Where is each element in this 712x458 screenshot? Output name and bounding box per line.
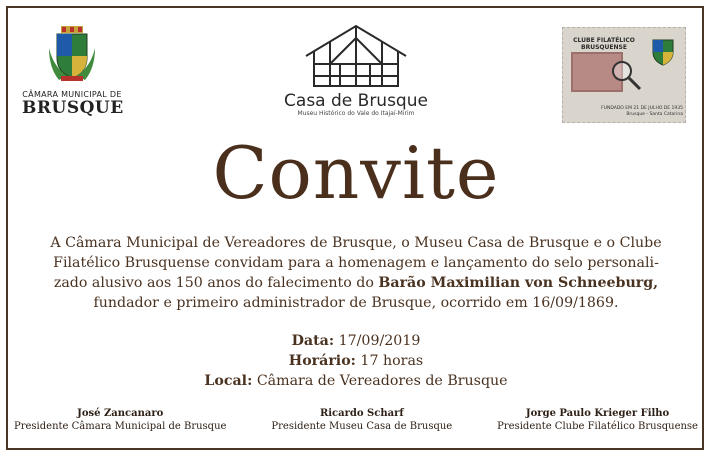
honoree-name: Barão Maximilian von Schneeburg, bbox=[378, 275, 659, 291]
signature-role: Presidente Clube Filatélico Brusquense bbox=[497, 421, 698, 432]
invitation-body bbox=[24, 233, 688, 313]
camara-logo bbox=[22, 26, 122, 122]
clube-title bbox=[573, 37, 635, 51]
clube-footer-line1: FUNDADO EM 21 DE JULHO DE 1935 bbox=[601, 106, 683, 111]
body-line bbox=[24, 273, 688, 293]
camara-caption: CÂMARA MUNICIPAL DE bbox=[22, 90, 122, 99]
event-time bbox=[0, 351, 712, 371]
signature-role: Presidente Câmara Municipal de Brusque bbox=[14, 421, 227, 432]
magnifying-glass-icon bbox=[609, 58, 643, 92]
signature-museu bbox=[271, 407, 452, 433]
signatures bbox=[14, 407, 698, 433]
body-line: A Câmara Municipal de Vereadores de Brusque, o Museu Casa de Brusque e o Clube bbox=[50, 235, 662, 251]
body-line: fundador e primeiro administrador de Brusque, ocorrido em 16/09/1869. bbox=[93, 295, 619, 311]
casa-subtitle: Museu Histórico do Vale do Itajaí-Mirim bbox=[297, 110, 415, 117]
casa-de-brusque-logo bbox=[258, 24, 454, 124]
date-value: 17/09/2019 bbox=[334, 333, 421, 349]
time-label: Horário: bbox=[288, 353, 356, 369]
casa-title: Casa de Brusque bbox=[284, 91, 428, 111]
signature-camara bbox=[14, 407, 226, 433]
half-timbered-house-icon bbox=[300, 24, 412, 90]
brusque-coat-of-arms-icon bbox=[47, 26, 97, 82]
event-details bbox=[0, 331, 712, 391]
clube-title-line2: BRUSQUENSE bbox=[581, 44, 627, 51]
invitation-title: Convite bbox=[212, 131, 500, 215]
clube-shield-icon bbox=[651, 38, 675, 66]
signature-name: Jorge Paulo Krieger Filho bbox=[525, 408, 670, 419]
signature-role: Presidente Museu Casa de Brusque bbox=[271, 421, 453, 432]
date-label: Data: bbox=[291, 333, 335, 349]
clube-title-line1: CLUBE FILATÉLICO bbox=[573, 37, 635, 44]
event-place bbox=[0, 371, 712, 391]
signature-name: José Zancanaro bbox=[77, 408, 164, 419]
event-date bbox=[0, 331, 712, 351]
signature-name: Ricardo Scharf bbox=[319, 408, 404, 419]
time-value: 17 horas bbox=[355, 353, 424, 369]
clube-filatelico-logo bbox=[562, 27, 686, 123]
signature-clube bbox=[497, 407, 698, 433]
body-line: Filatélico Brusquense convidam para a homenagem e lançamento do selo personali- bbox=[53, 255, 659, 271]
place-value: Câmara de Vereadores de Brusque bbox=[252, 373, 508, 389]
clube-footer bbox=[567, 106, 683, 118]
clube-footer-line2: Brusque - Santa Catarina bbox=[626, 112, 683, 117]
camara-name: BRUSQUE bbox=[22, 98, 124, 118]
body-text: zado alusivo aos 150 anos do falecimento do bbox=[53, 275, 379, 291]
place-label: Local: bbox=[204, 373, 253, 389]
